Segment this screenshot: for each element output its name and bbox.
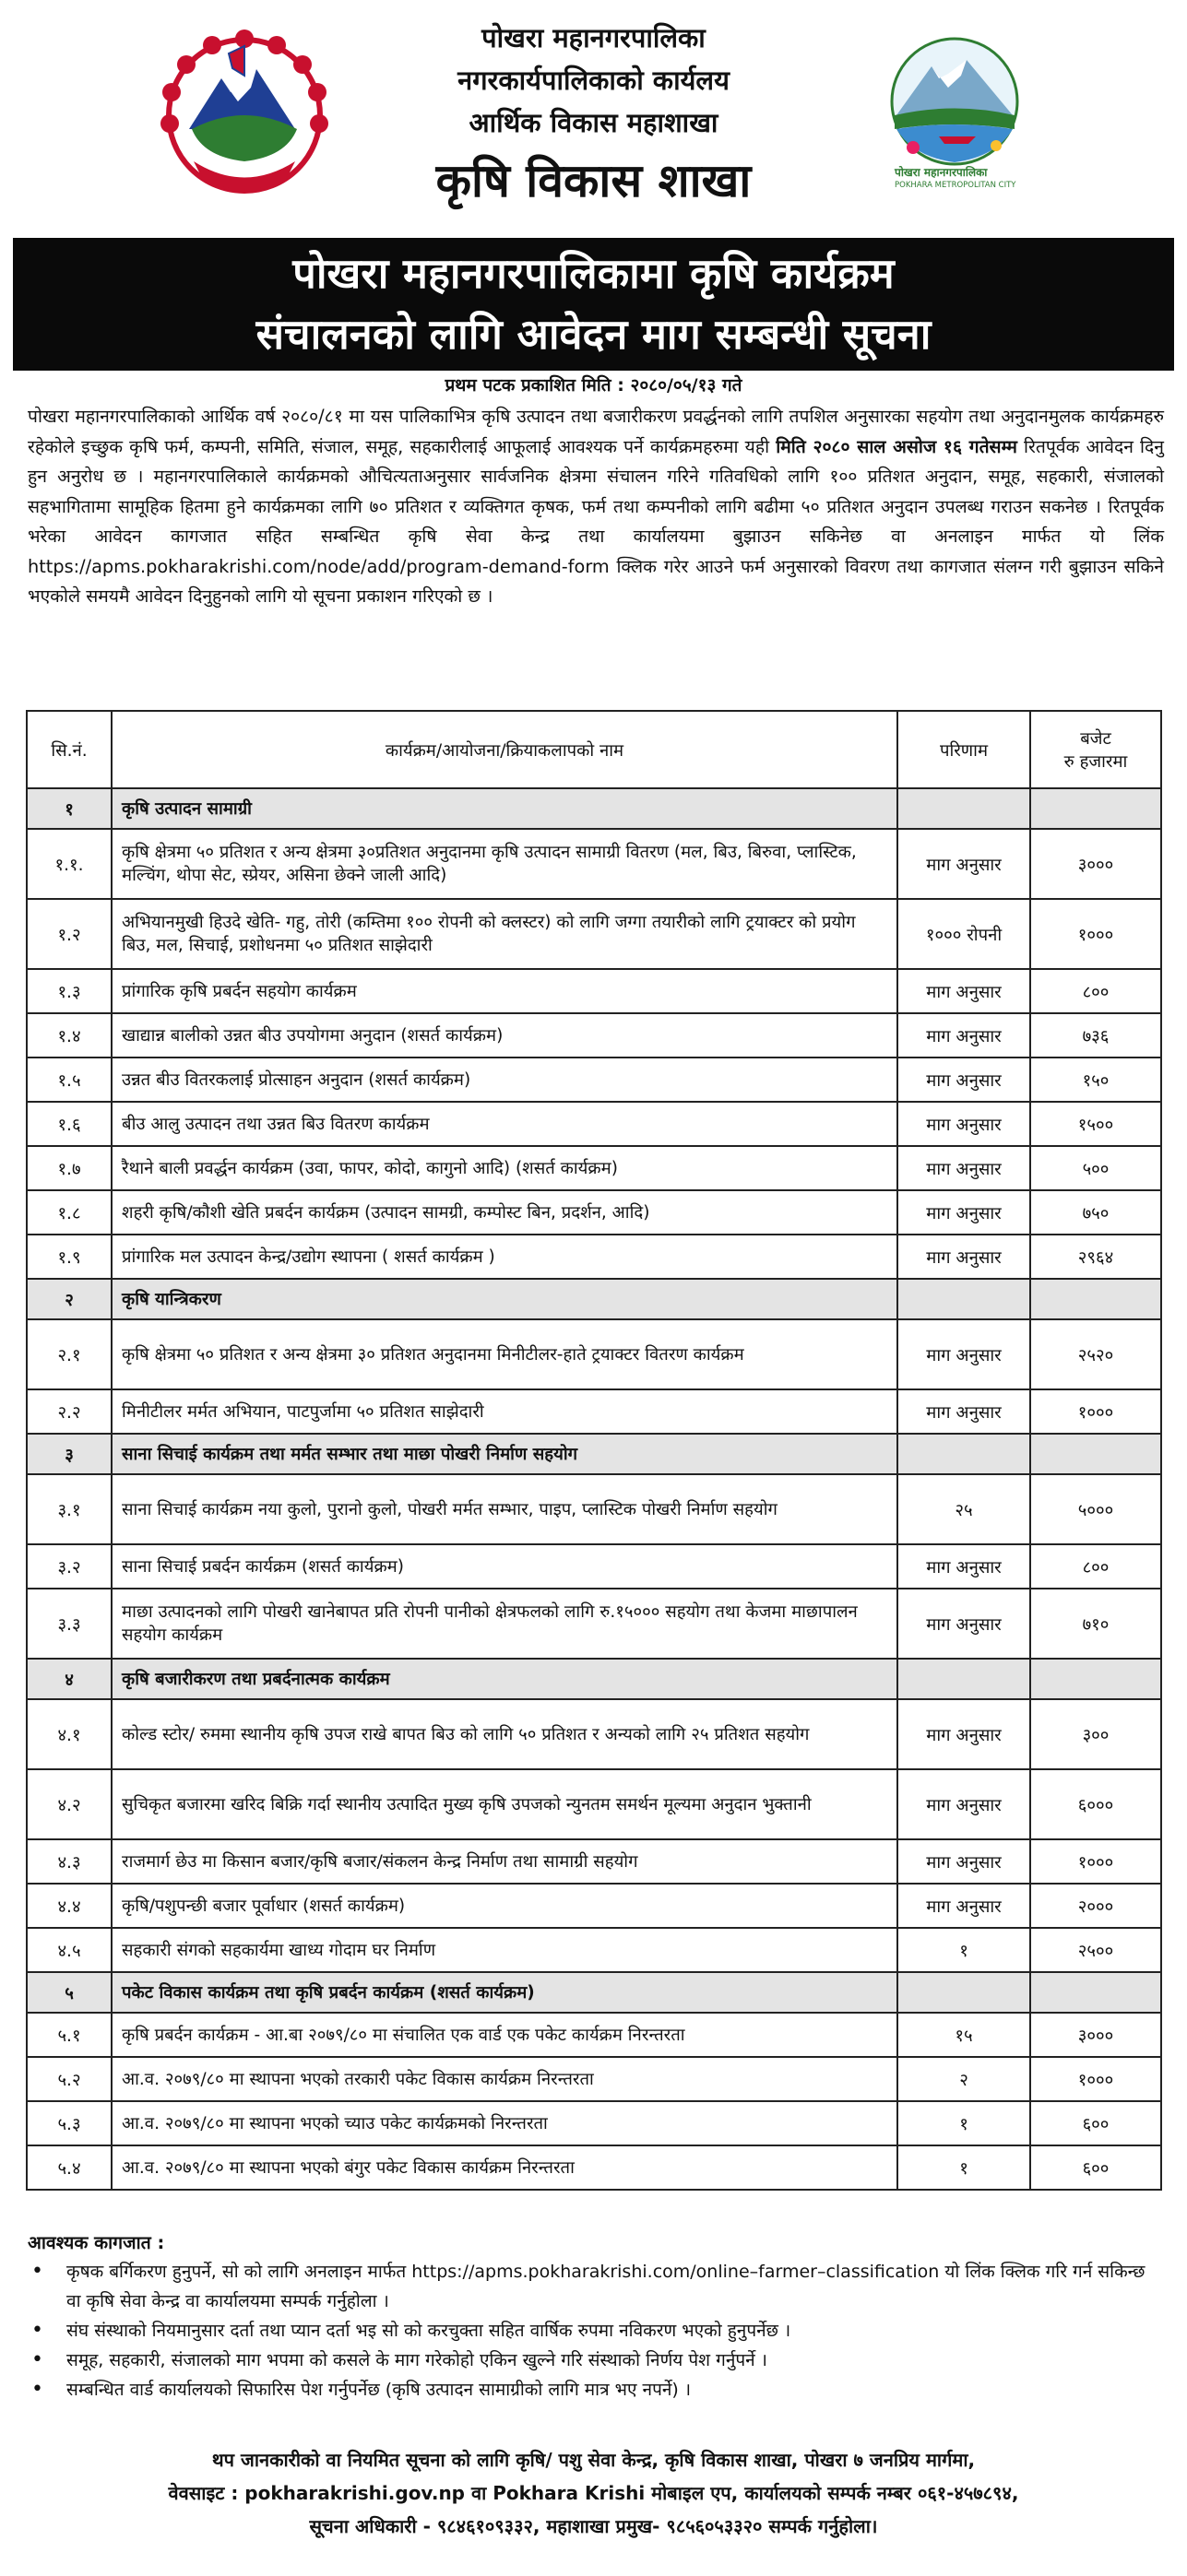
row-budget-empty [1030,788,1161,829]
table-row [27,969,1161,1013]
intro-paragraph [28,402,1164,612]
row-qty-empty [897,1972,1030,2013]
table-row [27,1190,1161,1235]
col-header-budget [1030,711,1161,788]
col-header-name: कार्यक्रम/आयोजना/क्रियाकलापको नाम [112,711,897,788]
row-qty: माग अनुसार [897,1839,1030,1884]
row-qty: माग अनुसार [897,1699,1030,1769]
header-branch: कृषि विकास शाखा [435,153,752,207]
header-municipality: पोखरा महानगरपालिका [481,22,706,53]
section-row [27,1972,1161,2013]
table-row [27,1884,1161,1928]
row-sn: ४.१ [27,1699,112,1769]
pokhara-logo [858,28,1051,203]
row-program-name: कृषि क्षेत्रमा ५० प्रतिशत र अन्य क्षेत्रमा ३० प्रतिशत अनुदानमा मिनीटीलर-हाते ट्रयाक्टर वितरण कार्यक्रम [112,1319,897,1389]
table-row [27,2145,1161,2190]
row-qty: माग अनुसार [897,1146,1030,1190]
row-qty: २५ [897,1474,1030,1544]
section-title: साना सिचाई कार्यक्रम तथा मर्मत सम्भार तथा माछा पोखरी निर्माण सहयोग [112,1434,897,1474]
row-sn: १.७ [27,1146,112,1190]
row-sn: ४.५ [27,1928,112,1972]
row-sn: १.२ [27,899,112,969]
row-qty: माग अनुसार [897,969,1030,1013]
row-budget: ५०० [1030,1146,1161,1190]
row-sn: १ [27,788,112,829]
row-sn: ५.२ [27,2057,112,2101]
table-row [27,1699,1161,1769]
row-qty: १ [897,2101,1030,2145]
table-row [27,1013,1161,1058]
table-row [27,829,1161,899]
row-program-name: कोल्ड स्टोर/ रुममा स्थानीय कृषि उपज राखे बापत बिउ को लागि ५० प्रतिशत र अन्यको लागि २५ प्रतिशत सहयोग [112,1699,897,1769]
row-sn: २.१ [27,1319,112,1389]
row-qty: १५ [897,2013,1030,2057]
footer-line-3: सूचना अधिकारी - ९८४६१०९३३२, महाशाखा प्रमुख- ९८५६०५३३२० सम्पर्क गर्नुहोला। [309,2515,878,2537]
row-budget-empty [1030,1659,1161,1699]
document-item-text: संघ संस्थाको नियमानुसार दर्ता तथा प्यान दर्ता भइ सो को करचुक्ता सहित वार्षिक रुपमा नविकरण भएको हुनुपर्नेछ । [66,2321,791,2341]
row-budget: ७३६ [1030,1013,1161,1058]
row-program-name: उन्नत बीउ वितरकलाई प्रोत्साहन अनुदान (शसर्त कार्यक्रम) [112,1058,897,1102]
row-program-name: कृषि प्रबर्दन कार्यक्रम - आ.बा २०७९/८० मा संचालित एक वार्ड एक पकेट कार्यक्रम निरन्तरता [112,2013,897,2057]
row-budget-empty [1030,1434,1161,1474]
row-qty: माग अनुसार [897,1544,1030,1589]
row-budget: ६०० [1030,2145,1161,2190]
row-program-name: सुचिकृत बजारमा खरिद बिक्रि गर्दा स्थानीय उत्पादित मुख्य कृषि उपजको न्युनतम समर्थन मूल्यमा अनुदान भुक्तानी [112,1769,897,1839]
row-sn: १.३ [27,969,112,1013]
documents-title: आवश्यक कागजात : [28,2232,165,2253]
row-sn: ३ [27,1434,112,1474]
row-program-name: साना सिचाई कार्यक्रम नया कुलो, पुरानो कुलो, पोखरी मर्मत सम्भार, पाइप, प्लास्टिक पोखरी निर्माण सहयोग [112,1474,897,1544]
row-sn: ५.१ [27,2013,112,2057]
table-row [27,1058,1161,1102]
logo-caption: पोखरा महानगरपालिका [895,166,988,179]
intro-text-1: पोखरा महानगरपालिकाको आर्थिक वर्ष २०८०/८१ मा यस पालिकाभित्र कृषि उत्पादन तथा बजारीकरण प्रवर्द्धनको लागि तपशिल अनुसारका सहयोग तथा अनुदानमुलक कार्यक्रमहरु रहेकोले इच्छुक कृषि फर्म, कम्पनी, समिति, संजाल, समूह, सहकारीलाई आफूलाई आवश्यक पर्ने कार्यक्रमहरुमा यही [28,406,1164,457]
row-budget: २५२० [1030,1319,1161,1389]
row-qty: माग अनुसार [897,1884,1030,1928]
table-row [27,1319,1161,1389]
table-row [27,1474,1161,1544]
row-program-name: प्रांगारिक मल उत्पादन केन्द्र/उद्योग स्थापना ( शसर्त कार्यक्रम ) [112,1235,897,1279]
row-budget: ३००० [1030,2013,1161,2057]
col-header-sn: सि.नं. [27,711,112,788]
row-budget: ७५० [1030,1190,1161,1235]
row-program-name: कृषि/पशुपन्छी बजार पूर्वाधार (शसर्त कार्यक्रम) [112,1884,897,1928]
documents-list [28,2257,1164,2405]
table-row [27,1102,1161,1146]
row-budget: ८०० [1030,1544,1161,1589]
document-item [28,2316,1164,2346]
row-program-name: मिनीटीलर मर्मत अभियान, पाटपुर्जामा ५० प्रतिशत साझेदारी [112,1389,897,1434]
row-qty: माग अनुसार [897,1058,1030,1102]
row-program-name: शहरी कृषि/कौशी खेति प्रबर्दन कार्यक्रम (उत्पादन सामग्री, कम्पोस्ट बिन, प्रदर्शन, आदि) [112,1190,897,1235]
row-budget: २००० [1030,1884,1161,1928]
table-row [27,1589,1161,1659]
table-row [27,899,1161,969]
row-budget: १५०० [1030,1102,1161,1146]
row-sn: ३.३ [27,1589,112,1659]
document-item-text: समूह, सहकारी, संजालको माग भपमा को कसले के माग गरेकोहो एकिन खुल्ने गरि संस्थाको निर्णय पेश गर्नुपर्ने । [66,2350,767,2370]
document-item [28,2257,1164,2316]
bullet-icon: • [31,2378,43,2401]
row-program-name: बीउ आलु उत्पादन तथा उन्नत बिउ वितरण कार्यक्रम [112,1102,897,1146]
contact-footer [28,2443,1159,2543]
row-budget: २५०० [1030,1928,1161,1972]
section-row [27,1279,1161,1319]
table-row [27,1146,1161,1190]
row-qty-empty [897,1434,1030,1474]
table-row [27,1235,1161,1279]
row-budget: ५००० [1030,1474,1161,1544]
row-qty: २ [897,2057,1030,2101]
notice-header [0,0,1187,238]
row-budget-empty [1030,1279,1161,1319]
row-qty: माग अनुसार [897,1235,1030,1279]
table-row [27,2013,1161,2057]
row-qty: १ [897,1928,1030,1972]
banner-title-line1: पोखरा महानगरपालिकामा कृषि कार्यक्रम [292,249,895,298]
required-documents [28,2229,1164,2405]
footer-line-2: वेवसाइट : pokharakrishi.gov.np वा Pokhara Krishi मोबाइल एप, कार्यालयको सम्पर्क नम्बर ०६१-४५७८९४, [168,2482,1019,2504]
row-qty: माग अनुसार [897,1389,1030,1434]
row-budget: ३००० [1030,829,1161,899]
table-row [27,1769,1161,1839]
table-row [27,1928,1161,1972]
row-program-name: साना सिचाई प्रबर्दन कार्यक्रम (शसर्त कार्यक्रम) [112,1544,897,1589]
row-budget: १००० [1030,899,1161,969]
row-sn: ४ [27,1659,112,1699]
row-qty: माग अनुसार [897,1769,1030,1839]
table-row [27,2057,1161,2101]
footer-line-1: थप जानकारीको वा नियमित सूचना को लागि कृषि/ पशु सेवा केन्द्र, कृषि विकास शाखा, पोखरा ७ जनप्रिय मार्गमा, [211,2449,976,2471]
row-sn: ३.२ [27,1544,112,1589]
row-program-name: आ.व. २०७९/८० मा स्थापना भएको तरकारी पकेट विकास कार्यक्रम निरन्तरता [112,2057,897,2101]
row-sn: ४.३ [27,1839,112,1884]
section-title: पकेट विकास कार्यक्रम तथा कृषि प्रबर्दन कार्यक्रम (शसर्त कार्यक्रम) [112,1972,897,2013]
section-row [27,788,1161,829]
row-sn: ५.४ [27,2145,112,2190]
row-qty: माग अनुसार [897,1190,1030,1235]
row-sn: १.४ [27,1013,112,1058]
row-qty-empty [897,1279,1030,1319]
row-sn: १.१. [27,829,112,899]
row-qty: माग अनुसार [897,1013,1030,1058]
intro-deadline: मिति २०८० साल असोज १६ गतेसम्म [776,435,1017,457]
row-qty-empty [897,1659,1030,1699]
bullet-icon: • [31,2348,43,2371]
program-table-body [27,788,1161,2190]
notice-banner [13,238,1174,371]
document-item-text: सम्बन्धित वार्ड कार्यालयको सिफारिस पेश गर्नुपर्नेछ (कृषि उत्पादन सामाग्रीको लागि मात्र भए नपर्ने) । [66,2380,692,2400]
document-item [28,2375,1164,2405]
table-row [27,1839,1161,1884]
publish-date: प्रथम पटक प्रकाशित मिति : २०८०/०५/१३ गते [445,375,742,396]
header-office: नगरकार्यपालिकाको कार्यलय [457,65,730,96]
row-budget: ८०० [1030,969,1161,1013]
row-program-name: अभियानमुखी हिउदे खेति- गहु, तोरी (कम्तिमा १०० रोपनी को क्लस्टर) को लागि जग्गा तयारीको लागि ट्रयाक्टर को प्रयोग बिउ, मल, सिचाई, प्रशोधनमा ५० प्रतिशत साझेदारी [112,899,897,969]
row-budget: ६००० [1030,1769,1161,1839]
banner-title-line2: संचालनको लागि आवेदन माग सम्बन्धी सूचना [255,310,932,359]
section-row [27,1434,1161,1474]
col-header-budget-line1: बजेट [1080,729,1111,749]
document-item-text: कृषक बर्गिकरण हुनुपर्ने, सो को लागि अनलाइन मार्फत https://apms.pokharakrishi.com/online–farmer–classification यो लिंक क्लिक गरि गर्न सकिन्छ वा कृषि सेवा केन्द्र वा कार्यालयमा सम्पर्क गर्नुहोला । [66,2262,1145,2311]
row-program-name: आ.व. २०७९/८० मा स्थापना भएको च्याउ पकेट कार्यक्रमको निरन्तरता [112,2101,897,2145]
row-program-name: सहकारी संगको सहकार्यमा खाध्य गोदाम घर निर्माण [112,1928,897,1972]
row-budget: ७१० [1030,1589,1161,1659]
row-sn: १.५ [27,1058,112,1102]
row-qty: १ [897,2145,1030,2190]
row-sn: ५ [27,1972,112,2013]
bullet-icon: • [31,2260,43,2283]
table-header-row [27,711,1161,788]
program-table [26,710,1162,2191]
row-qty: माग अनुसार [897,829,1030,899]
row-sn: १.६ [27,1102,112,1146]
row-program-name: रैथाने बाली प्रवर्द्धन कार्यक्रम (उवा, फापर, कोदो, कागुनो आदि) (शसर्त कार्यक्रम) [112,1146,897,1190]
row-qty: १००० रोपनी [897,899,1030,969]
row-program-name: राजमार्ग छेउ मा किसान बजार/कृषि बजार/संकलन केन्द्र निर्माण तथा सामाग्री सहयोग [112,1839,897,1884]
row-sn: २.२ [27,1389,112,1434]
logo-caption-en: POKHARA METROPOLITAN CITY [895,181,1016,190]
document-item [28,2346,1164,2375]
bullet-icon: • [31,2319,43,2342]
row-budget: ३०० [1030,1699,1161,1769]
table-row [27,1389,1161,1434]
section-row [27,1659,1161,1699]
table-row [27,1544,1161,1589]
row-qty: माग अनुसार [897,1589,1030,1659]
row-program-name: कृषि क्षेत्रमा ५० प्रतिशत र अन्य क्षेत्रमा ३०प्रतिशत अनुदानमा कृषि उत्पादन सामाग्री वितरण (मल, बिउ, बिरुवा, प्लास्टिक, मल्चिंग, थोपा सेट, स्प्रेयर, असिना छेक्ने जाली आदि) [112,829,897,899]
row-qty: माग अनुसार [897,1319,1030,1389]
header-division: आर्थिक विकास महाशाखा [469,107,718,138]
row-sn: ५.३ [27,2101,112,2145]
col-header-qty: परिणाम [897,711,1030,788]
row-sn: ४.२ [27,1769,112,1839]
row-qty: माग अनुसार [897,1102,1030,1146]
row-sn: १.८ [27,1190,112,1235]
row-qty-empty [897,788,1030,829]
row-budget-empty [1030,1972,1161,2013]
row-sn: ४.४ [27,1884,112,1928]
row-sn: १.९ [27,1235,112,1279]
row-program-name: माछा उत्पादनको लागि पोखरी खानेबापत प्रति रोपनी पानीको क्षेत्रफलको लागि रु.१५००० सहयोग तथा केजमा माछापालन सहयोग कार्यक्रम [112,1589,897,1659]
row-sn: २ [27,1279,112,1319]
row-budget: १५० [1030,1058,1161,1102]
row-program-name: आ.व. २०७९/८० मा स्थापना भएको बंगुर पकेट विकास कार्यक्रम निरन्तरता [112,2145,897,2190]
row-sn: ३.१ [27,1474,112,1544]
col-header-budget-line2: रु हजारमा [1063,752,1128,772]
row-program-name: खाद्यान्न बालीको उन्नत बीउ उपयोगमा अनुदान (शसर्त कार्यक्रम) [112,1013,897,1058]
row-budget: २९६४ [1030,1235,1161,1279]
row-budget: १००० [1030,1839,1161,1884]
table-row [27,2101,1161,2145]
section-title: कृषि उत्पादन सामाग्री [112,788,897,829]
row-program-name: प्रांगारिक कृषि प्रबर्दन सहयोग कार्यक्रम [112,969,897,1013]
intro-text-2: रितपूर्वक आवेदन दिनु हुन अनुरोध छ । महानगरपालिकाले कार्यक्रमको औचित्यताअनुसार सार्वजनिक क्षेत्रमा संचालन गरिने गतिवधिको लागि १०० प्रतिशत अनुदान, समूह, सहकारी, संजालको सहभागितामा सामूहिक हितमा हुने कार्यक्रमका लागि ७० प्रतिशत र व्यक्तिगत कृषक, फर्म तथा कम्पनीको लागि बढीमा ५० प्रतिशत अनुदान उपलब्ध गराउन सकनेछ । रितपूर्वक भरेका आवेदन कागजात सहित सम्बन्धित कृषि सेवा केन्द्र तथा कार्यालयमा बुझाउन सकिनेछ वा अनलाइन मार्फत यो लिंक https://apms.pokharakrishi.com/node/add/program-demand-form क्लिक गरेर आउने फर्म अनुसारको विवरण तथा कागजात संलग्न गरी बुझाउन सकिने भएकोले समयमै आवेदन दिनुहुनको लागि यो सूचना प्रकाशन गरिएको छ । [28,435,1164,607]
row-budget: १००० [1030,1389,1161,1434]
section-title: कृषि यान्त्रिकरण [112,1279,897,1319]
row-budget: १००० [1030,2057,1161,2101]
section-title: कृषि बजारीकरण तथा प्रबर्दनात्मक कार्यक्रम [112,1659,897,1699]
row-budget: ६०० [1030,2101,1161,2145]
